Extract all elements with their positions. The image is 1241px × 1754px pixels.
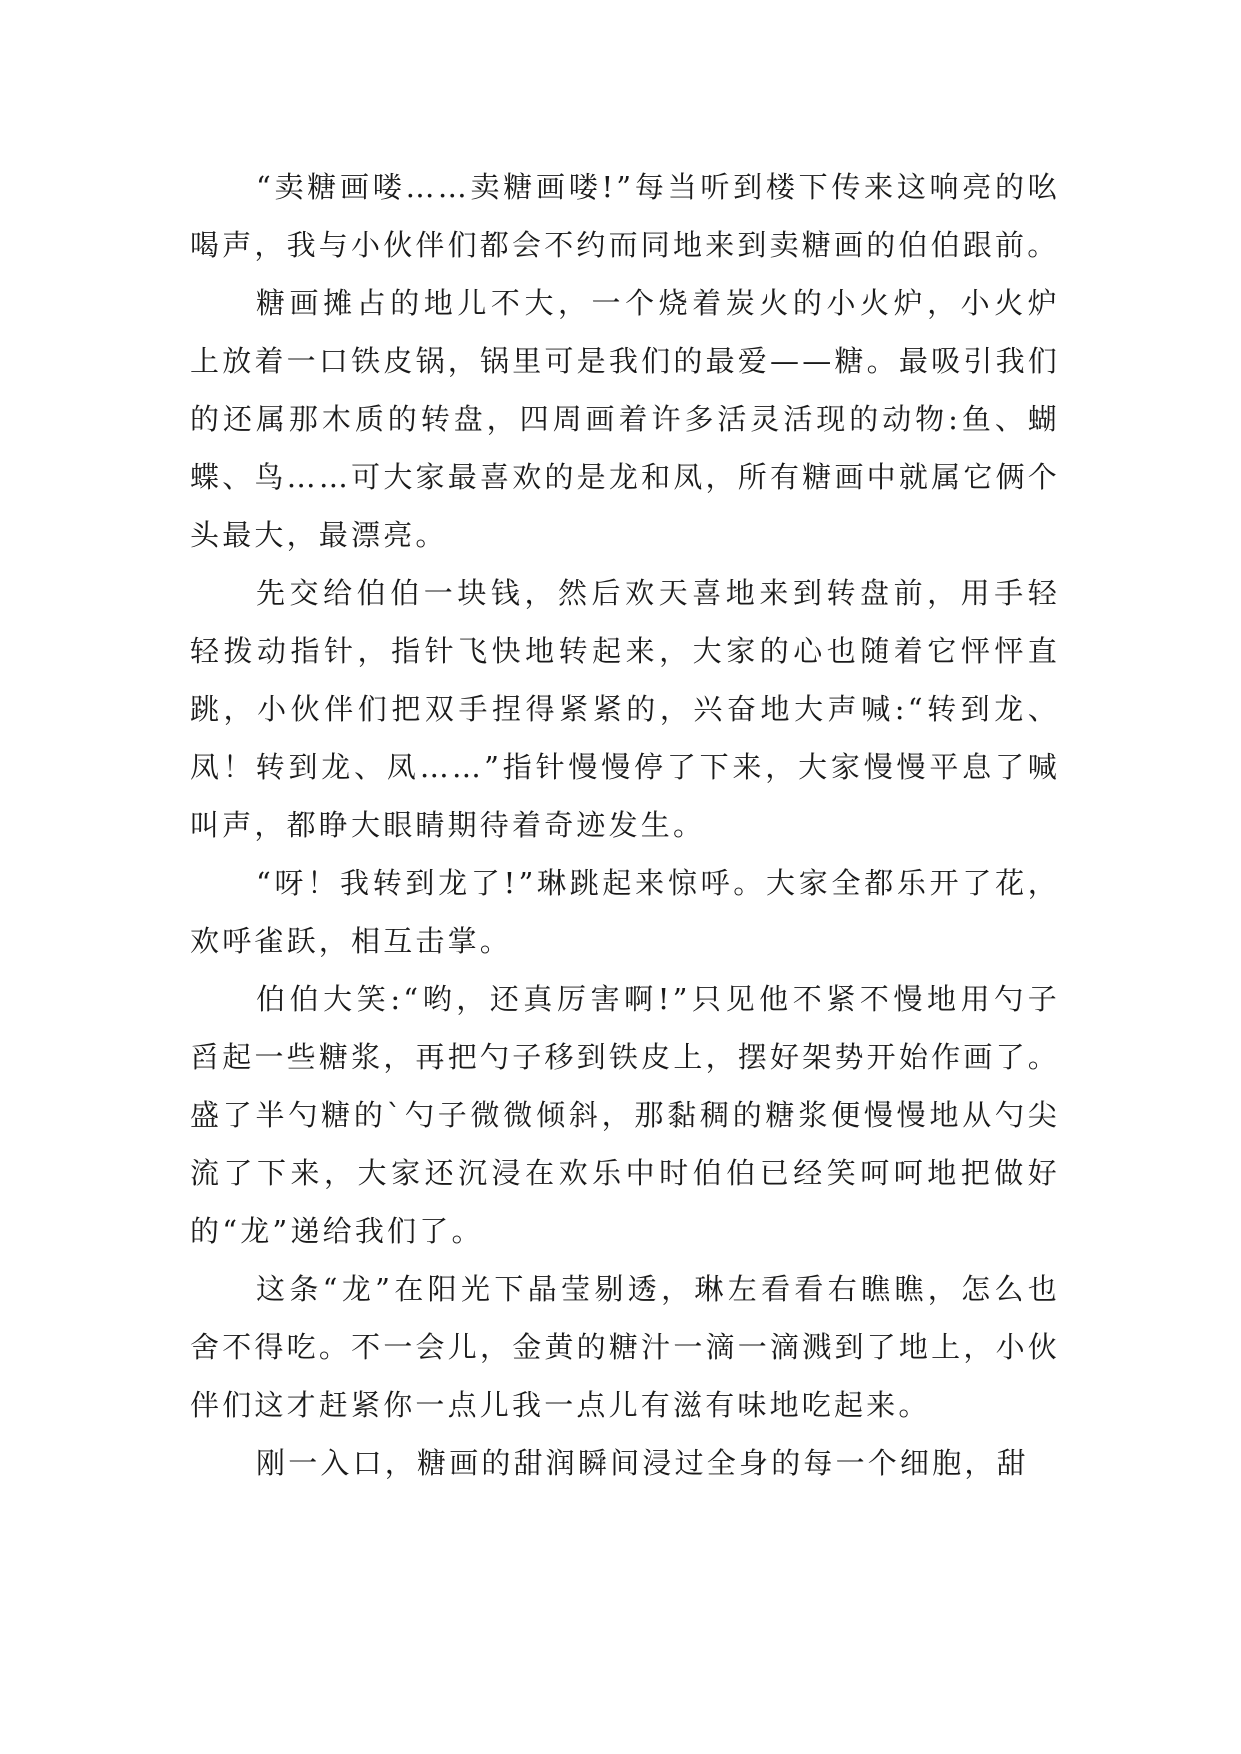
paragraph-5: 伯伯大笑:“哟，还真厉害啊!”只见他不紧不慢地用勺子舀起一些糖浆，再把勺子移到铁皮上，摆好架势开始作画了。盛了半勺糖的`勺子微微倾斜，那黏稠的糖浆便慢慢地从勺尖流了下来，大家还沉浸在欢乐中时伯伯已经笑呵呵地把做好的“龙”递给我们了。 [190, 982, 1060, 1248]
paragraph-4: “呀！我转到龙了!”琳跳起来惊呼。大家全都乐开了花，欢呼雀跃，相互击掌。 [190, 866, 1060, 958]
paragraph-6: 这条“龙”在阳光下晶莹剔透，琳左看看右瞧瞧，怎么也舍不得吃。不一会儿，金黄的糖汁一滴一滴溅到了地上，小伙伴们这才赶紧你一点儿我一点儿有滋有味地吃起来。 [190, 1272, 1060, 1422]
paragraph-1: “卖糖画喽……卖糖画喽!”每当听到楼下传来这响亮的吆喝声，我与小伙伴们都会不约而同地来到卖糖画的伯伯跟前。 [190, 170, 1060, 262]
paragraph-3: 先交给伯伯一块钱，然后欢天喜地来到转盘前，用手轻轻拨动指针，指针飞快地转起来，大家的心也随着它怦怦直跳，小伙伴们把双手捏得紧紧的，兴奋地大声喊:“转到龙、凤！转到龙、凤……”指针慢慢停了下来，大家慢慢平息了喊叫声，都睁大眼睛期待着奇迹发生。 [190, 576, 1060, 842]
essay-body [190, 158, 1060, 1492]
paragraph-7: 刚一入口，糖画的甜润瞬间浸过全身的每一个细胞，甜 [256, 1446, 1029, 1480]
paragraph-2: 糖画摊占的地儿不大，一个烧着炭火的小火炉，小火炉上放着一口铁皮锅，锅里可是我们的最爱——糖。最吸引我们的还属那木质的转盘，四周画着许多活灵活现的动物:鱼、蝴蝶、鸟……可大家最喜欢的是龙和凤，所有糖画中就属它俩个头最大，最漂亮。 [190, 286, 1060, 552]
